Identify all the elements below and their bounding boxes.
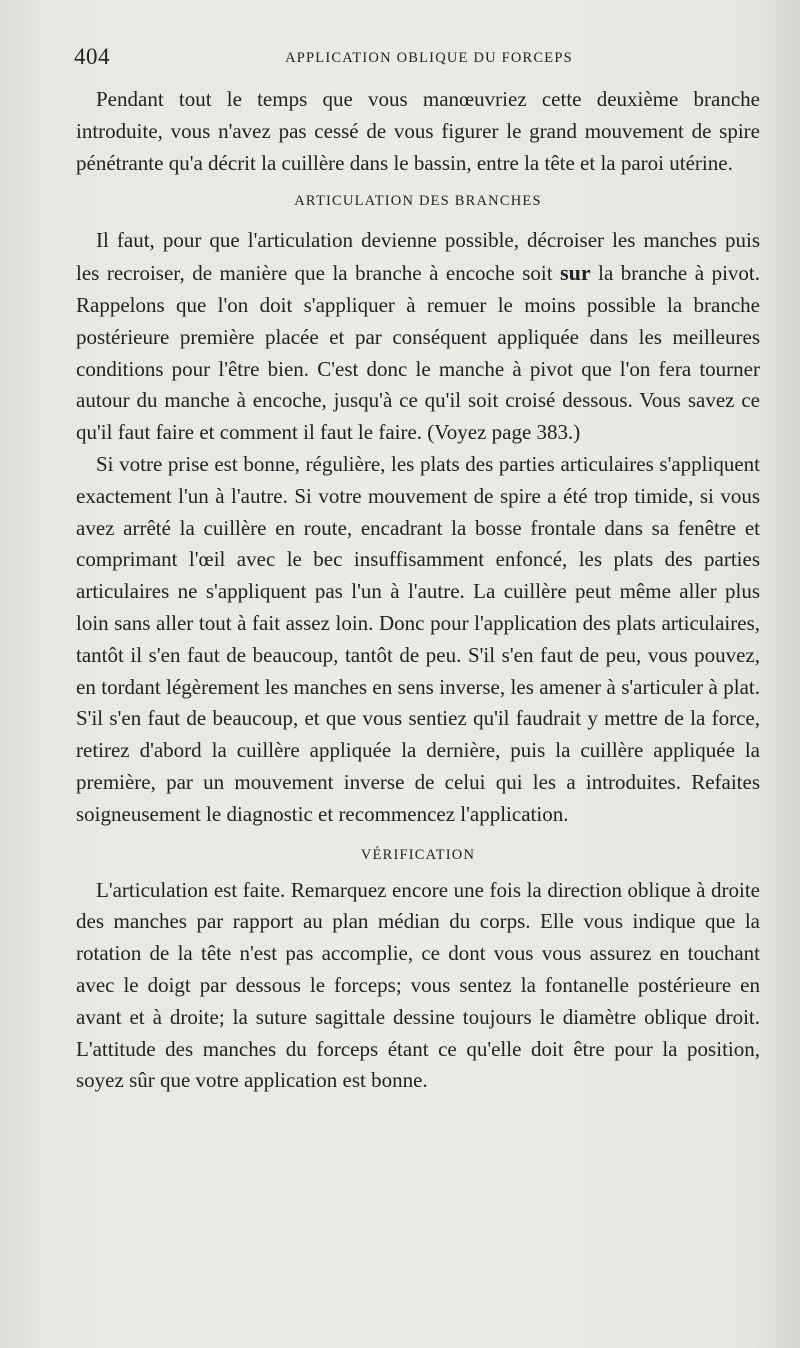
paragraph-articulation-text-1: Il faut, pour que l'articulation devienne possible, décroiser les manches puis les recroiser, de manière que la branche à encoche soit <box>76 228 760 286</box>
running-head: APPLICATION OBLIQUE DU FORCEPS <box>285 50 573 66</box>
paragraph-prise: Si votre prise est bonne, régulière, les plats des parties articulaires s'appliquent exactement l'un à l'autre. Si votre mouvement de spire a été trop timide, si vous avez arrêté la cuillère en route, encadrant la bosse frontale dans sa fenêtre et comprimant l'œil avec le bec insuffisamment enfoncé, les plats des parties articulaires ne s'appliquent pas l'un à l'autre. La cuillère peut même aller plus loin sans aller tout à fait assez loin. Donc pour l'application des plats articulaires, tantôt il s'en faut de beaucoup, tantôt de peu. S'il s'en faut de peu, vous pouvez, en tordant légèrement les manches en sens inverse, les amener à s'articuler à plat. S'il s'en faut de beaucoup, et que vous sentiez qu'il faudrait y mettre de la force, retirez d'abord la cuillère appliquée la dernière, puis la cuillère appliquée la première, par un mouvement inverse de celui qui les a introduites. Refaites soigneusement le diagnostic et recommencez l'application. <box>76 451 760 826</box>
paragraph-articulation-text-2: la branche à pivot. Rappelons que l'on doit s'appliquer à remuer le moins possible la branche postérieure première placée et par conséquent appliquée dans les meilleures conditions pour l'être bien. C'est donc le manche à pivot que l'on fera tourner autour du manche à encoche, jusqu'à ce qu'il soit croisé dessous. Vous savez ce qu'il faut faire et comment il faut le faire. (Voyez page 383.) <box>76 261 760 445</box>
emphasized-word: sur <box>560 260 591 286</box>
page-body <box>76 84 760 1097</box>
page-header <box>74 44 754 74</box>
section-heading-articulation: ARTICULATION DES BRANCHES <box>294 193 542 210</box>
section-heading-verification: VÉRIFICATION <box>360 846 476 863</box>
paragraph-intro: Pendant tout le temps que vous manœuvriez cette deuxième branche introduite, vous n'avez pas cessé de vous figurer le grand mouvement de spire pénétrante qu'a décrit la cuillère dans le bassin, entre la tête et la paroi utérine. <box>76 87 760 175</box>
paragraph-verification: L'articulation est faite. Remarquez encore une fois la direction oblique à droite des manches par rapport au plan médian du corps. Elle vous indique que la rotation de la tête n'est pas accomplie, ce dont vous vous assurez en touchant avec le doigt par dessous le forceps; vous sentez la fontanelle postérieure en avant et à droite; la suture sagittale dessine toujours le diamètre oblique droit. L'attitude des manches du forceps étant ce qu'elle doit être pour la position, soyez sûr que votre application est bonne. <box>76 877 760 1093</box>
page-number: 404 <box>74 44 110 69</box>
paragraph-articulation <box>76 225 760 449</box>
